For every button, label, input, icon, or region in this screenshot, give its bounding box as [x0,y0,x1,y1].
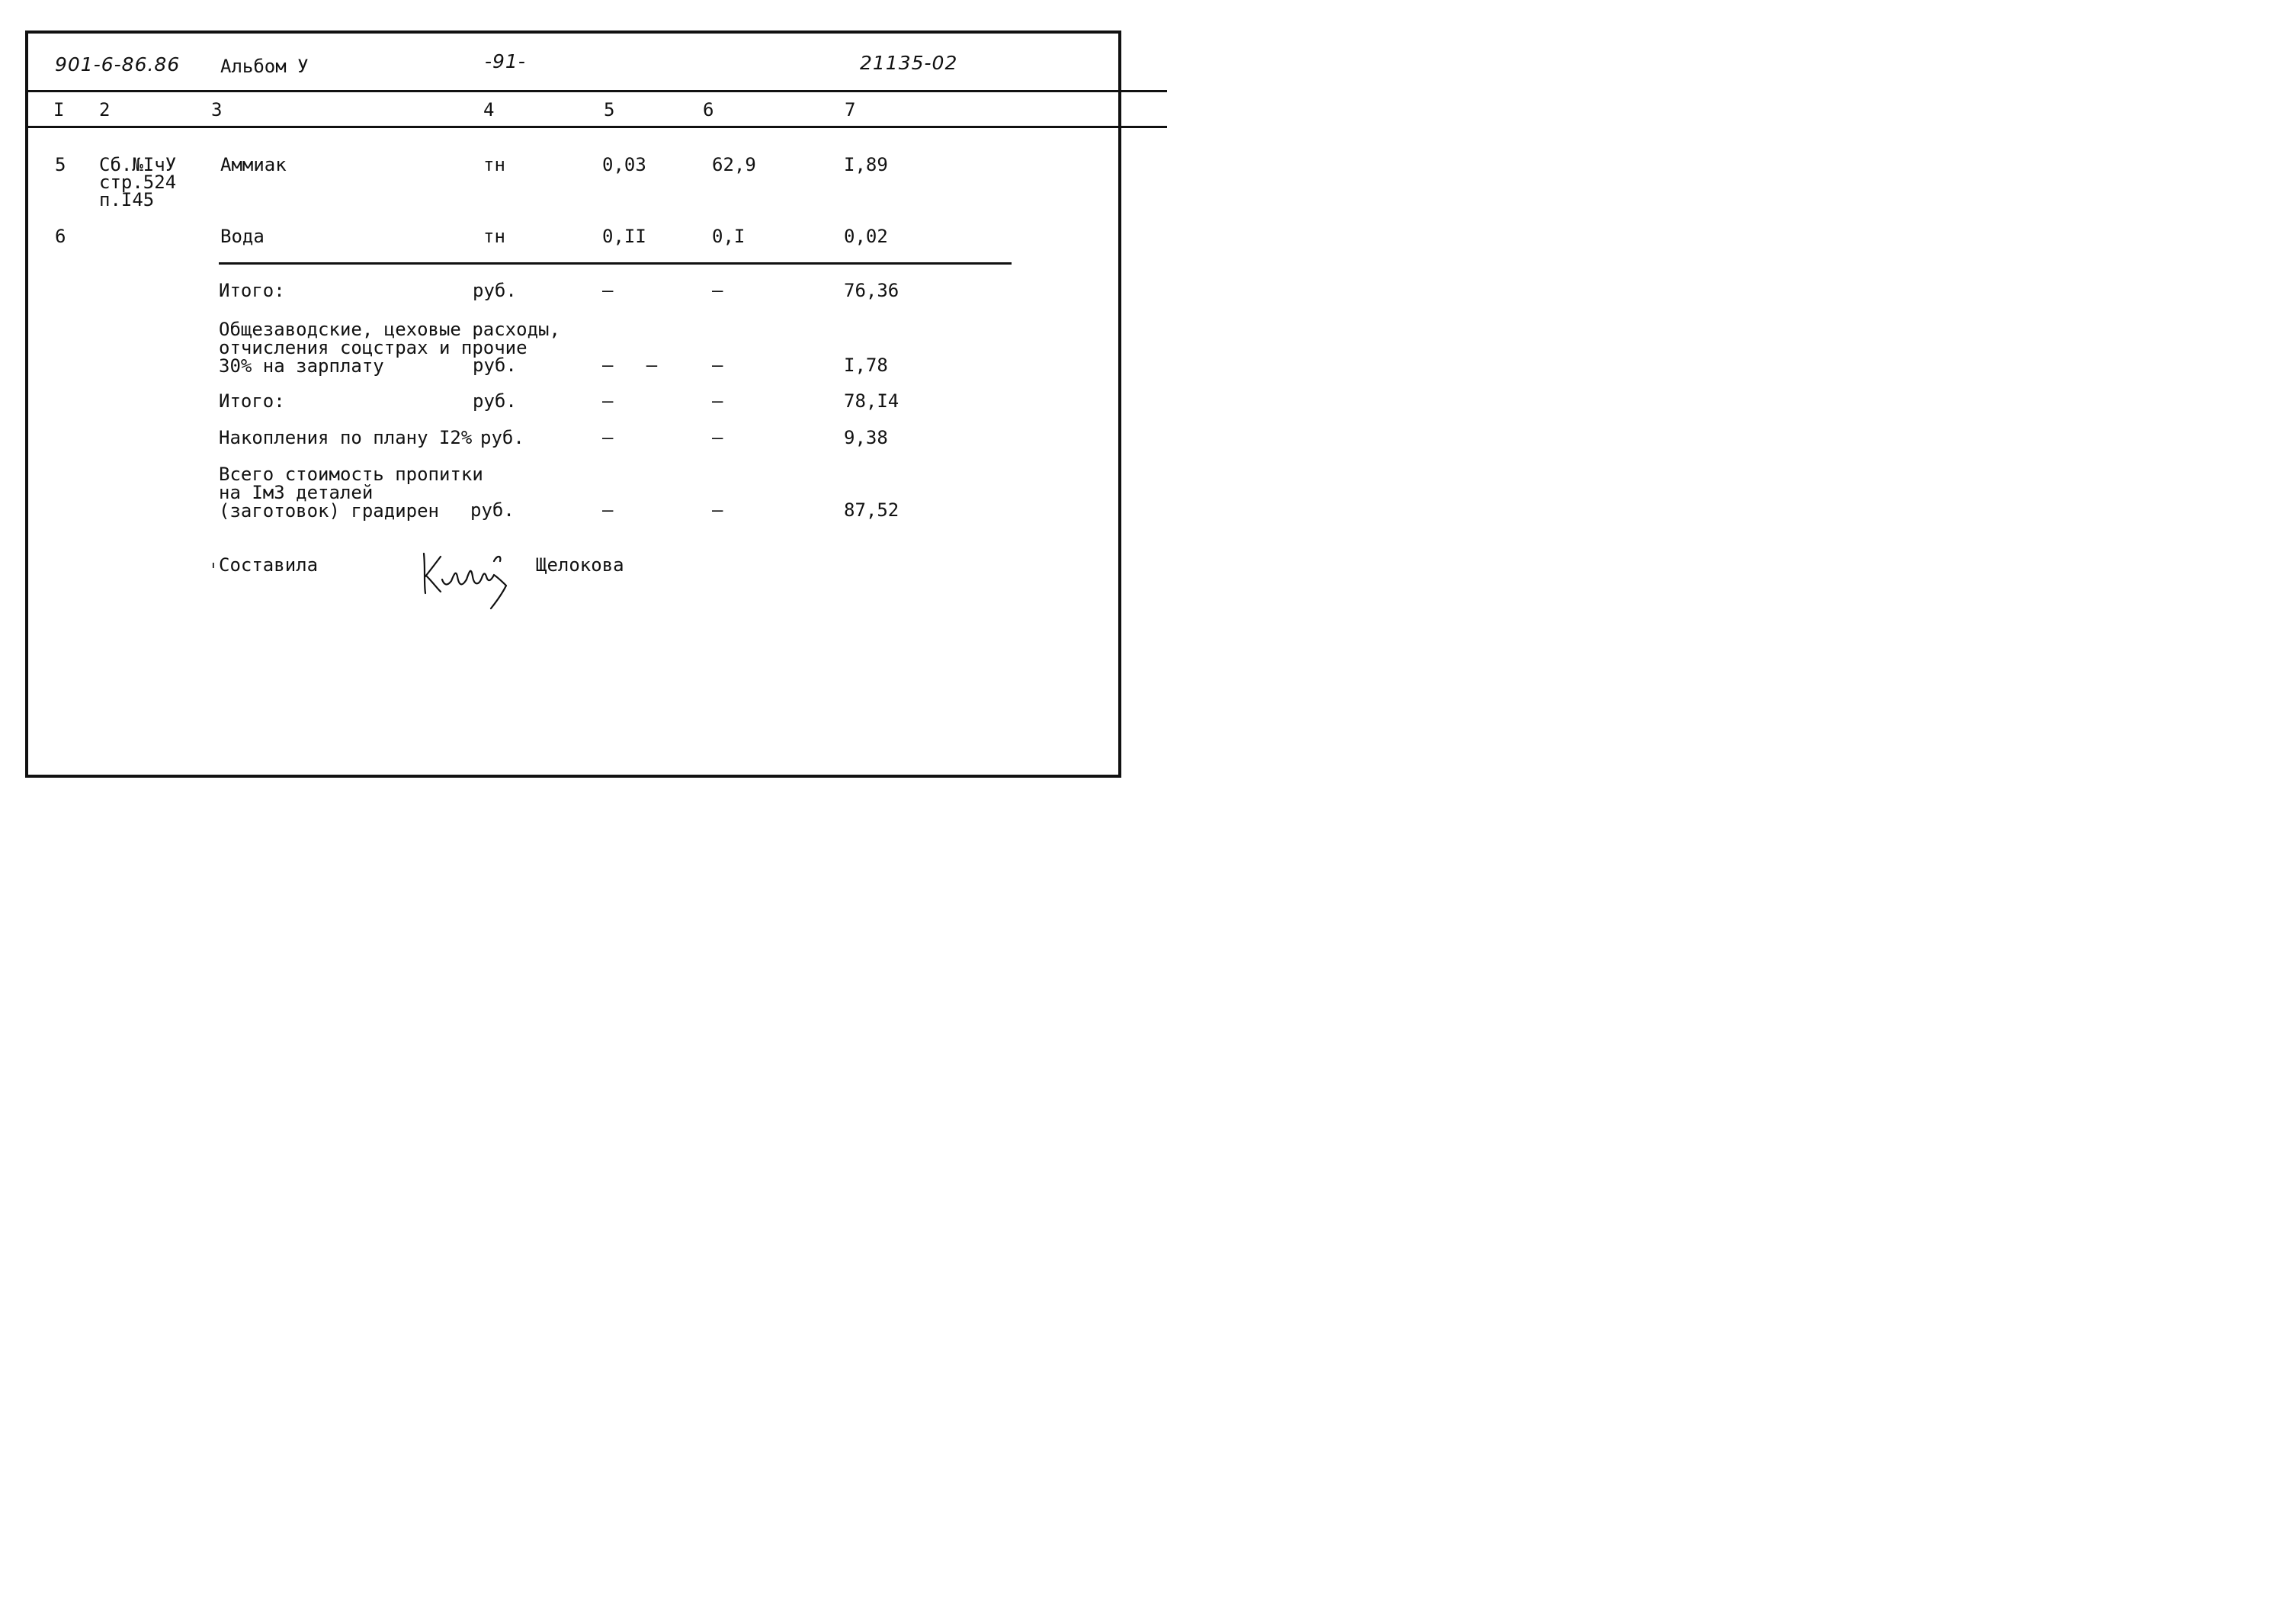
grand-total-sum: 87,52 [844,499,899,521]
grand-total-col5: – [602,499,614,521]
col-header-2: 2 [99,99,111,120]
total-sum: 78,I4 [844,390,899,412]
row-name: Вода [220,226,265,247]
overhead-label: Общезаводские, цеховые расходы, отчисления соцстрах и прочие 30% на зарплату [219,319,560,377]
col-header-7: 7 [845,99,856,120]
row-qty: 0,03 [602,154,646,175]
compiler-name: Щелокова [536,554,624,576]
col-header-5: 5 [604,99,615,120]
overhead-unit: руб. [473,355,517,376]
overhead-sum: I,78 [844,355,888,376]
accumulation-col6: – [712,427,723,448]
row-source: Сб.№IчУ стр.524 п.I45 [99,154,177,210]
compiled-label: Составила [219,554,319,576]
row-sum: I,89 [844,154,888,175]
total-unit: руб. [473,390,517,412]
total-sum: 76,36 [844,280,899,301]
column-divider [27,126,1167,128]
col-header-3: 3 [211,99,223,120]
accumulation-col5: – [602,427,614,448]
overhead-col6: – [712,355,723,376]
row-unit: тн [483,154,505,175]
grand-total-col6: – [712,499,723,521]
total-col5: – [602,390,614,412]
subtotal-rule [219,262,1012,265]
total-label: Итого: [219,390,285,412]
accumulation-unit: руб. [480,427,524,448]
page-frame [25,30,1121,778]
overhead-col5: – – [602,355,658,376]
accumulation-label: Накопления по плану I2% [219,427,473,448]
margin-tick: ˌ [207,547,220,570]
document-code: 901-6-86.86 [55,53,181,75]
row-unit: тн [483,226,505,247]
total-label: Итого: [219,280,285,301]
grand-total-unit: руб. [470,499,515,521]
row-qty: 0,II [602,226,646,247]
album-label: Альбом У [220,56,309,77]
col-header-1: I [53,99,65,120]
row-price: 0,I [712,226,746,247]
total-unit: руб. [473,280,517,301]
col-header-6: 6 [703,99,714,120]
grand-total-label: Всего стоимость пропитки на Iм3 деталей (заготовок) градирен [219,464,483,522]
total-col6: – [712,280,723,301]
header-divider [27,90,1167,92]
total-col5: – [602,280,614,301]
row-name: Аммиак [220,154,287,175]
row-no: 6 [55,226,66,247]
row-sum: 0,02 [844,226,888,247]
signature [418,546,517,611]
row-no: 5 [55,154,66,175]
col-header-4: 4 [483,99,495,120]
page-number: -91- [485,50,526,72]
doc-number: 21135-02 [860,52,958,74]
total-col6: – [712,390,723,412]
accumulation-sum: 9,38 [844,427,888,448]
row-price: 62,9 [712,154,756,175]
